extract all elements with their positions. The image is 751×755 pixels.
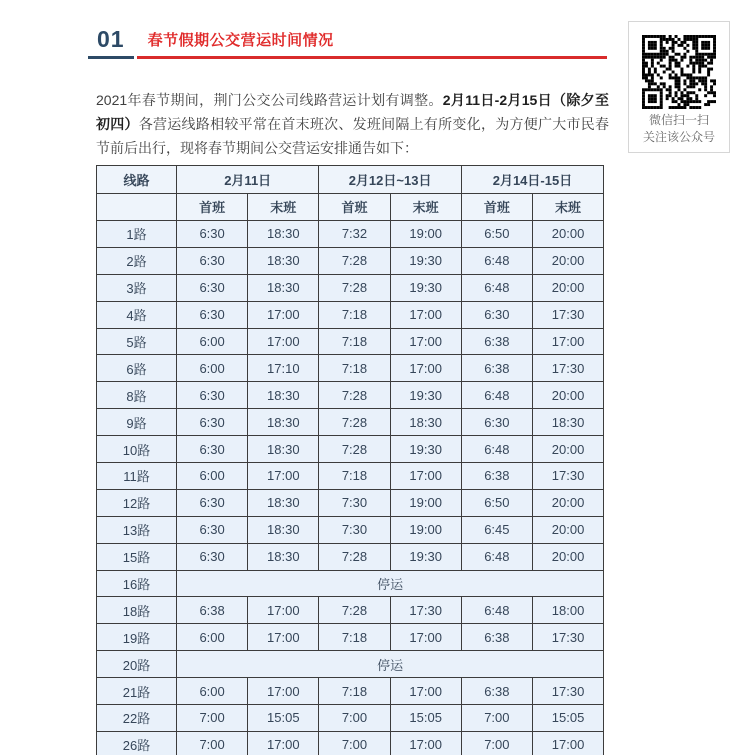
col-header-date-2: 2月12日~13日 — [319, 166, 461, 194]
time-cell: 18:00 — [532, 597, 603, 624]
time-cell: 7:18 — [319, 355, 390, 382]
time-cell: 18:30 — [248, 436, 319, 463]
route-cell: 4路 — [97, 301, 177, 328]
time-cell: 17:00 — [248, 597, 319, 624]
table-row — [97, 489, 604, 516]
time-cell: 6:38 — [461, 355, 532, 382]
time-cell: 18:30 — [248, 274, 319, 301]
time-cell: 17:00 — [248, 328, 319, 355]
route-cell: 21路 — [97, 678, 177, 705]
time-cell: 20:00 — [532, 489, 603, 516]
time-cell: 6:30 — [177, 247, 248, 274]
time-cell: 7:28 — [319, 274, 390, 301]
table-row — [97, 301, 604, 328]
qrcode-icon — [642, 35, 716, 109]
time-cell: 6:30 — [177, 489, 248, 516]
table-row — [97, 247, 604, 274]
time-cell: 17:30 — [532, 463, 603, 490]
time-cell: 6:00 — [177, 328, 248, 355]
sub-header-first: 首班 — [461, 193, 532, 221]
table-row — [97, 624, 604, 651]
time-cell: 17:00 — [248, 301, 319, 328]
time-cell: 17:30 — [532, 624, 603, 651]
route-cell: 5路 — [97, 328, 177, 355]
table-row — [97, 678, 604, 705]
sub-header-first: 首班 — [319, 193, 390, 221]
time-cell: 15:05 — [532, 705, 603, 732]
time-cell: 18:30 — [248, 247, 319, 274]
time-cell: 20:00 — [532, 436, 603, 463]
time-cell: 7:30 — [319, 516, 390, 543]
time-cell: 18:30 — [390, 409, 461, 436]
table-row — [97, 409, 604, 436]
time-cell: 7:00 — [461, 705, 532, 732]
time-cell: 7:28 — [319, 382, 390, 409]
time-cell: 17:30 — [532, 678, 603, 705]
sub-header-last: 末班 — [532, 193, 603, 221]
time-cell: 19:30 — [390, 543, 461, 570]
time-cell: 17:00 — [248, 624, 319, 651]
suspended-cell: 停运 — [177, 570, 604, 597]
time-cell: 17:00 — [390, 731, 461, 755]
sub-header-last: 末班 — [390, 193, 461, 221]
time-cell: 18:30 — [532, 409, 603, 436]
route-cell: 22路 — [97, 705, 177, 732]
time-cell: 17:00 — [248, 731, 319, 755]
route-cell: 19路 — [97, 624, 177, 651]
table-row — [97, 355, 604, 382]
time-cell: 17:00 — [248, 678, 319, 705]
time-cell: 6:38 — [177, 597, 248, 624]
time-cell: 18:30 — [248, 409, 319, 436]
time-cell: 6:50 — [461, 221, 532, 248]
intro-text-pre: 2021年春节期间，荆门公交公司线路营运计划有调整。 — [96, 92, 443, 108]
sub-header-last: 末班 — [248, 193, 319, 221]
time-cell: 6:38 — [461, 624, 532, 651]
time-cell: 7:28 — [319, 409, 390, 436]
time-cell: 17:30 — [532, 355, 603, 382]
time-cell: 19:30 — [390, 247, 461, 274]
table-header-row-sub — [97, 193, 604, 221]
time-cell: 17:00 — [532, 328, 603, 355]
bus-schedule-table — [96, 165, 604, 755]
table-row — [97, 705, 604, 732]
time-cell: 20:00 — [532, 516, 603, 543]
time-cell: 7:18 — [319, 463, 390, 490]
col-header-date-1: 2月11日 — [177, 166, 319, 194]
time-cell: 7:00 — [177, 731, 248, 755]
route-cell: 9路 — [97, 409, 177, 436]
table-row — [97, 597, 604, 624]
time-cell: 6:30 — [177, 274, 248, 301]
time-cell: 19:00 — [390, 489, 461, 516]
table-row — [97, 463, 604, 490]
table-row — [97, 570, 604, 597]
intro-text-bold: 2月11日-2月15日（除夕至初四） — [96, 92, 609, 132]
section-number: 01 — [88, 26, 134, 59]
time-cell: 6:45 — [461, 516, 532, 543]
time-cell: 17:30 — [532, 301, 603, 328]
time-cell: 6:30 — [461, 301, 532, 328]
section-title: 春节假期公交营运时间情况 — [137, 26, 607, 59]
time-cell: 7:28 — [319, 436, 390, 463]
time-cell: 6:38 — [461, 463, 532, 490]
route-cell: 15路 — [97, 543, 177, 570]
time-cell: 19:30 — [390, 274, 461, 301]
time-cell: 17:00 — [390, 355, 461, 382]
route-cell: 6路 — [97, 355, 177, 382]
time-cell: 6:00 — [177, 355, 248, 382]
time-cell: 18:30 — [248, 221, 319, 248]
time-cell: 18:30 — [248, 382, 319, 409]
time-cell: 6:48 — [461, 274, 532, 301]
time-cell: 17:00 — [248, 463, 319, 490]
table-row — [97, 221, 604, 248]
table-row — [97, 436, 604, 463]
time-cell: 18:30 — [248, 543, 319, 570]
time-cell: 7:28 — [319, 597, 390, 624]
qr-panel — [628, 21, 730, 153]
time-cell: 20:00 — [532, 221, 603, 248]
time-cell: 6:00 — [177, 624, 248, 651]
time-cell: 6:30 — [177, 409, 248, 436]
time-cell: 6:30 — [177, 301, 248, 328]
time-cell: 7:00 — [461, 731, 532, 755]
route-cell: 20路 — [97, 651, 177, 678]
route-cell: 3路 — [97, 274, 177, 301]
col-header-route: 线路 — [97, 166, 177, 194]
time-cell: 19:00 — [390, 516, 461, 543]
table-row — [97, 516, 604, 543]
time-cell: 7:28 — [319, 247, 390, 274]
time-cell: 6:48 — [461, 247, 532, 274]
time-cell: 19:30 — [390, 436, 461, 463]
time-cell: 7:28 — [319, 543, 390, 570]
route-cell: 11路 — [97, 463, 177, 490]
table-row — [97, 651, 604, 678]
time-cell: 15:05 — [248, 705, 319, 732]
time-cell: 19:00 — [390, 221, 461, 248]
col-header-date-3: 2月14日-15日 — [461, 166, 603, 194]
time-cell: 6:30 — [177, 516, 248, 543]
time-cell: 15:05 — [390, 705, 461, 732]
time-cell: 7:18 — [319, 678, 390, 705]
time-cell: 6:38 — [461, 678, 532, 705]
time-cell: 6:30 — [461, 409, 532, 436]
time-cell: 6:38 — [461, 328, 532, 355]
intro-paragraph — [96, 88, 609, 160]
col-header-empty — [97, 193, 177, 221]
time-cell: 7:18 — [319, 624, 390, 651]
time-cell: 6:00 — [177, 678, 248, 705]
time-cell: 6:50 — [461, 489, 532, 516]
time-cell: 17:00 — [390, 328, 461, 355]
time-cell: 7:30 — [319, 489, 390, 516]
time-cell: 20:00 — [532, 247, 603, 274]
time-cell: 7:32 — [319, 221, 390, 248]
route-cell: 18路 — [97, 597, 177, 624]
time-cell: 7:18 — [319, 301, 390, 328]
time-cell: 6:30 — [177, 382, 248, 409]
time-cell: 6:48 — [461, 543, 532, 570]
suspended-cell: 停运 — [177, 651, 604, 678]
route-cell: 13路 — [97, 516, 177, 543]
time-cell: 17:10 — [248, 355, 319, 382]
time-cell: 7:18 — [319, 328, 390, 355]
time-cell: 20:00 — [532, 274, 603, 301]
time-cell: 6:30 — [177, 436, 248, 463]
route-cell: 12路 — [97, 489, 177, 516]
time-cell: 7:00 — [319, 705, 390, 732]
table-row — [97, 328, 604, 355]
time-cell: 17:00 — [390, 678, 461, 705]
qr-caption-line1: 微信扫一扫 — [648, 113, 709, 127]
time-cell: 17:00 — [390, 624, 461, 651]
time-cell: 18:30 — [248, 489, 319, 516]
intro-text-post: 各营运线路相较平常在首末班次、发班间隔上有所变化，为方便广大市民春节前后出行，现将春节期间公交营运安排通告如下： — [96, 116, 610, 156]
time-cell: 20:00 — [532, 543, 603, 570]
time-cell: 7:00 — [177, 705, 248, 732]
time-cell: 6:30 — [177, 221, 248, 248]
time-cell: 6:30 — [177, 543, 248, 570]
table-row — [97, 543, 604, 570]
time-cell: 17:00 — [390, 301, 461, 328]
time-cell: 20:00 — [532, 382, 603, 409]
table-row — [97, 274, 604, 301]
time-cell: 17:00 — [390, 463, 461, 490]
time-cell: 17:30 — [390, 597, 461, 624]
qr-caption-line2: 关注该公众号 — [642, 130, 715, 144]
time-cell: 6:48 — [461, 382, 532, 409]
time-cell: 18:30 — [248, 516, 319, 543]
route-cell: 16路 — [97, 570, 177, 597]
time-cell: 6:48 — [461, 597, 532, 624]
section-header — [88, 26, 607, 59]
route-cell: 10路 — [97, 436, 177, 463]
time-cell: 6:00 — [177, 463, 248, 490]
table-row — [97, 731, 604, 755]
route-cell: 8路 — [97, 382, 177, 409]
route-cell: 26路 — [97, 731, 177, 755]
table-row — [97, 382, 604, 409]
time-cell: 7:00 — [319, 731, 390, 755]
route-cell: 1路 — [97, 221, 177, 248]
time-cell: 6:48 — [461, 436, 532, 463]
route-cell: 2路 — [97, 247, 177, 274]
time-cell: 19:30 — [390, 382, 461, 409]
time-cell: 17:00 — [532, 731, 603, 755]
sub-header-first: 首班 — [177, 193, 248, 221]
table-header-row-dates — [97, 166, 604, 194]
